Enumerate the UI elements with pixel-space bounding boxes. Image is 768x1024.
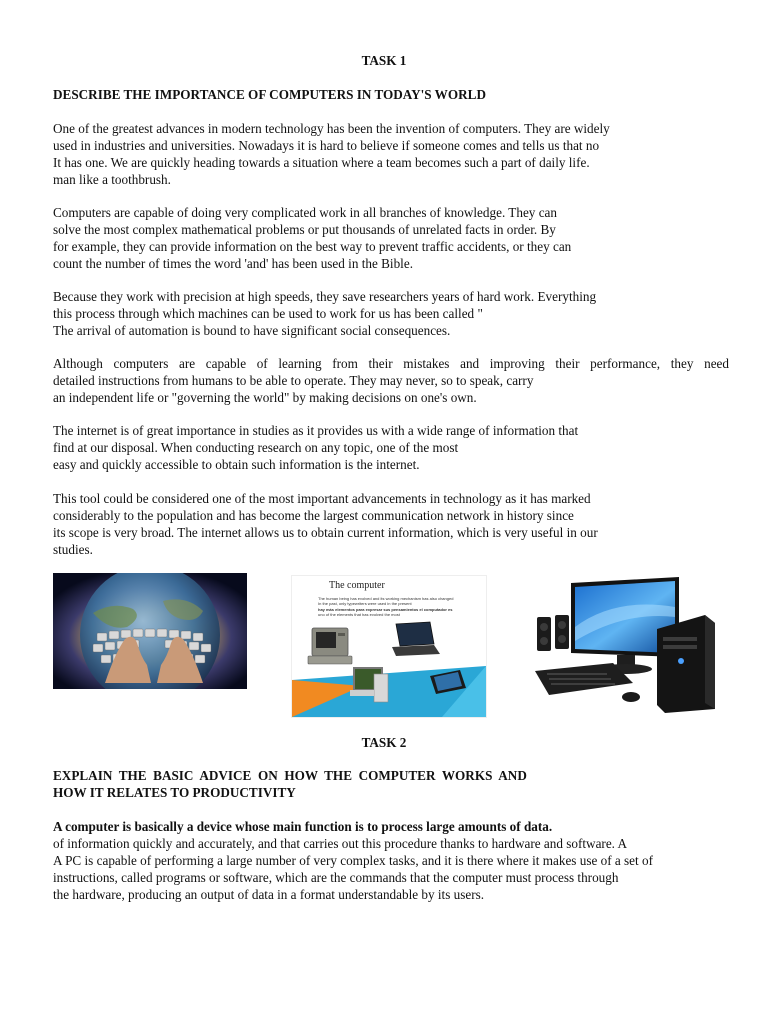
p6-line-2: considerably to the population and has become the largest communication network in history since bbox=[53, 508, 574, 523]
computers-collage-icon bbox=[292, 576, 486, 717]
p2-line-1: Computers are capable of doing very complicated work in all branches of knowledge. They can bbox=[53, 205, 558, 220]
p3-line-1: Because they work with precision at high speeds, they save researchers years of hard work. Everything bbox=[53, 289, 597, 304]
computer-slide-image bbox=[291, 575, 487, 718]
p6-line-4: studies. bbox=[53, 542, 93, 557]
desktop-pc-image bbox=[529, 575, 719, 715]
p2-line-2: solve the most complex mathematical problems or put thousands of unrelated facts in order. By bbox=[53, 222, 556, 237]
task2-line-3: instructions, called programs or software, which are the commands that the computer must process through bbox=[53, 870, 619, 885]
p2-line-4: count the number of times the word 'and' has been used in the Bible. bbox=[53, 256, 413, 271]
p1-line-4: man like a toothbrush. bbox=[53, 172, 171, 187]
p5-line-2: find at our disposal. When conducting research on any topic, one of the most bbox=[53, 440, 459, 455]
slide-text-line: In the past, only typewriters were used in the present bbox=[318, 601, 412, 607]
p4-line-3: an independent life or "governing the world" by making decisions on one's own. bbox=[53, 390, 477, 405]
p6-line-3: its scope is very broad. The internet allows us to obtain current information, which is very useful in our bbox=[53, 525, 598, 540]
p1-line-3: It has one. We are quickly heading towards a situation where a team becomes such a part of daily life. bbox=[53, 155, 590, 170]
p1-line-1: One of the greatest advances in modern technology has been the invention of computers. They are widely bbox=[53, 121, 610, 136]
task1-label: TASK 1 bbox=[361, 53, 407, 68]
task2-heading-line-1: EXPLAIN THE BASIC ADVICE ON HOW THE COMPUTER WORKS AND bbox=[53, 768, 527, 783]
p4-line-1: Although computers are capable of learning from their mistakes and improving their performance, they need bbox=[53, 356, 729, 371]
p3-line-2: this process through which machines can be used to work for us has been called " bbox=[53, 306, 483, 321]
task2-line-2: A PC is capable of performing a large number of very complex tasks, and it is there where it makes use of a set of bbox=[53, 853, 653, 868]
p6-line-1: This tool could be considered one of the most important advancements in technology as it has marked bbox=[53, 491, 591, 506]
slide-text-line: uno of the elements that has evolved the most bbox=[318, 611, 400, 617]
p2-line-3: for example, they can provide information on the best way to prevent traffic accidents, or they can bbox=[53, 239, 572, 254]
task2-heading-line-2: HOW IT RELATES TO PRODUCTIVITY bbox=[53, 785, 296, 800]
globe-keyboard-image bbox=[53, 573, 247, 689]
p4-line-2: detailed instructions from humans to be able to operate. They may never, so to speak, carry bbox=[53, 373, 534, 388]
task2-bold-sentence: A computer is basically a device whose main function is to process large amounts of data. bbox=[53, 819, 553, 834]
task2-line-1: of information quickly and accurately, and that carries out this procedure thanks to hardware and software. A bbox=[53, 836, 628, 851]
task2-label: TASK 2 bbox=[361, 735, 407, 750]
slide-title: The computer bbox=[329, 580, 385, 591]
slide-text-line: The human being has evolved and its working mechanism has also changed bbox=[318, 596, 454, 601]
slide-text-line: hay más elementos para expresar sus pensamientos el computador es bbox=[318, 606, 453, 612]
p1-line-2: used in industries and universities. Nowadays it is hard to believe if someone comes and tells us that no bbox=[53, 138, 600, 153]
p3-line-3: The arrival of automation is bound to have significant social consequences. bbox=[53, 323, 451, 338]
task2-line-4: the hardware, producing an output of data in a format understandable by its users. bbox=[53, 887, 485, 902]
task1-heading: DESCRIBE THE IMPORTANCE OF COMPUTERS IN TODAY'S WORLD bbox=[53, 87, 486, 102]
p5-line-1: The internet is of great importance in studies as it provides us with a wide range of information that bbox=[53, 423, 579, 438]
p5-line-3: easy and quickly accessible to obtain such information is the internet. bbox=[53, 457, 420, 472]
